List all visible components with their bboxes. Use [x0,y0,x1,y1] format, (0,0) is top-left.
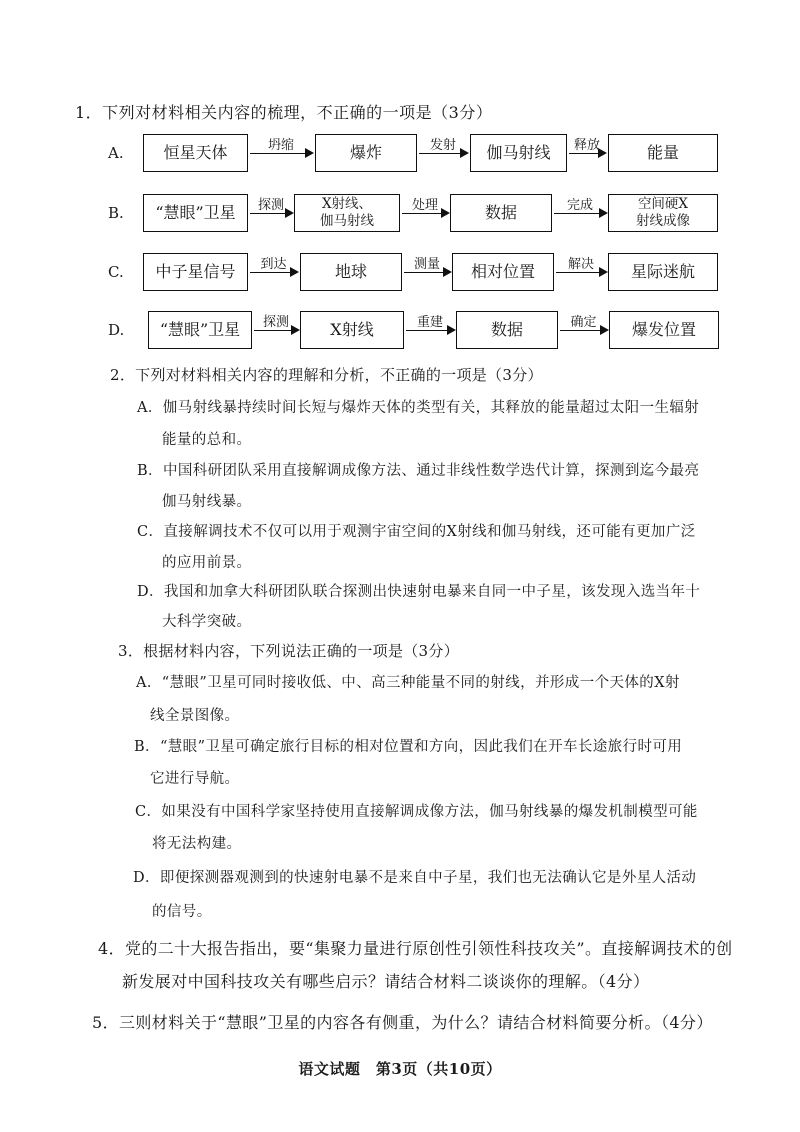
flow-box: 恒星天体 [143,134,248,172]
arrow-label: 测量 [413,257,440,272]
flow-box: 中子星信号 [143,253,248,291]
flow-box: “慧眼”卫星 [143,194,248,232]
arrow-label: 重建 [416,315,443,330]
flow-box: 数据 [456,311,558,349]
flow-box: 伽马射线 [470,134,567,172]
option-label: C. [108,263,124,281]
arrow-label: 确定 [570,315,597,330]
q3-option-d-line2: 的信号。 [152,904,212,920]
flow-box: X射线 [300,311,404,349]
flow-arrow [560,315,607,331]
flow-box: 地球 [300,253,402,291]
q2-option-c-line2: 的应用前景。 [162,555,252,571]
flow-arrow [250,138,312,154]
option-label: B. [108,204,124,222]
flow-arrow [402,198,448,214]
arrow-label: 处理 [411,198,438,213]
q3-option-d-line1: D．即便探测器观测到的快速射电暴不是来自中子星，我们也无法确认它是外星人活动 [133,870,697,886]
flow-arrow [250,257,297,273]
question-5: 5．三则材料关于“慧眼”卫星的内容各有侧重，为什么？请结合材料简要分析。（4分） [92,1013,713,1032]
flow-box: 数据 [450,194,552,232]
q3-option-a-line2: 线全景图像。 [150,708,240,724]
q1-option-d-flow [108,307,728,355]
question-1-stem: 1．下列对材料相关内容的梳理，不正确的一项是（3分） [75,103,493,122]
option-label: A. [108,144,124,162]
arrow-label: 完成 [566,198,593,213]
question-3-stem: 3．根据材料内容，下列说法正确的一项是（3分） [118,642,459,660]
flow-box: 爆炸 [315,134,417,172]
page-footer: 语文试题 第3页（共10页） [298,1060,502,1078]
flow-arrow [250,198,292,214]
q3-option-b-line2: 它进行导航。 [150,771,240,787]
q1-option-a-flow [108,130,728,178]
q1-option-b-flow [108,190,728,238]
flow-arrow [556,257,606,273]
flow-arrow [404,257,450,273]
flow-box: X射线、 伽马射线 [294,194,400,232]
question-4-line1: 4．党的二十大报告指出，要“集聚力量进行原创性引领性科技攻关”。直接解调技术的创 [98,939,733,958]
arrow-label: 到达 [260,257,287,272]
flow-box: 星际迷航 [608,253,718,291]
flow-box: “慧眼”卫星 [148,311,252,349]
q2-option-b-line1: B．中国科研团队采用直接解调成像方法、通过非线性数学迭代计算，探测到迄今最亮 [137,463,700,479]
arrow-label: 解决 [567,257,594,272]
arrow-label: 坍缩 [267,138,294,153]
q2-option-b-line2: 伽马射线暴。 [162,494,252,510]
q3-option-c-line1: C．如果没有中国科学家坚持使用直接解调成像方法，伽马射线暴的爆发机制模型可能 [135,804,698,820]
flow-box: 相对位置 [452,253,554,291]
flow-arrow [406,315,454,331]
q3-option-c-line2: 将无法构建。 [152,836,242,852]
question-4-line2: 新发展对中国科技攻关有哪些启示？请结合材料二谈谈你的理解。（4分） [122,972,650,991]
arrow-label: 发射 [429,138,456,153]
q3-option-a-line1: A．“慧眼”卫星可同时接收低、中、高三种能量不同的射线，并形成一个天体的X射 [136,675,680,691]
q2-option-a-line1: A．伽马射线暴持续时间长短与爆炸天体的类型有关，其释放的能量超过太阳一生辐射 [137,400,700,416]
q2-option-d-line2: 大科学突破。 [162,614,252,630]
q2-option-d-line1: D．我国和加拿大科研团队联合探测出快速射电暴来自同一中子星，该发现入选当年十 [137,584,701,600]
flow-arrow [554,198,606,214]
q3-option-b-line1: B．“慧眼”卫星可确定旅行目标的相对位置和方向，因此我们在开车长途旅行时可用 [134,739,683,755]
q2-option-a-line2: 能量的总和。 [162,432,252,448]
flow-arrow [569,138,605,154]
flow-arrow [254,315,298,331]
option-label: D. [108,321,125,339]
flow-arrow [419,138,467,154]
arrow-label: 探测 [257,198,284,213]
flow-box: 空间硬X 射线成像 [608,194,718,232]
arrow-label: 探测 [262,315,289,330]
flow-box: 能量 [608,134,718,172]
q1-option-c-flow [108,249,728,297]
flow-box: 爆发位置 [609,311,719,349]
q2-option-c-line1: C．直接解调技术不仅可以用于观测宇宙空间的X射线和伽马射线，还可能有更加广泛 [137,524,696,540]
arrow-label: 释放 [573,138,600,153]
question-2-stem: 2．下列对材料相关内容的理解和分析，不正确的一项是（3分） [110,366,543,384]
